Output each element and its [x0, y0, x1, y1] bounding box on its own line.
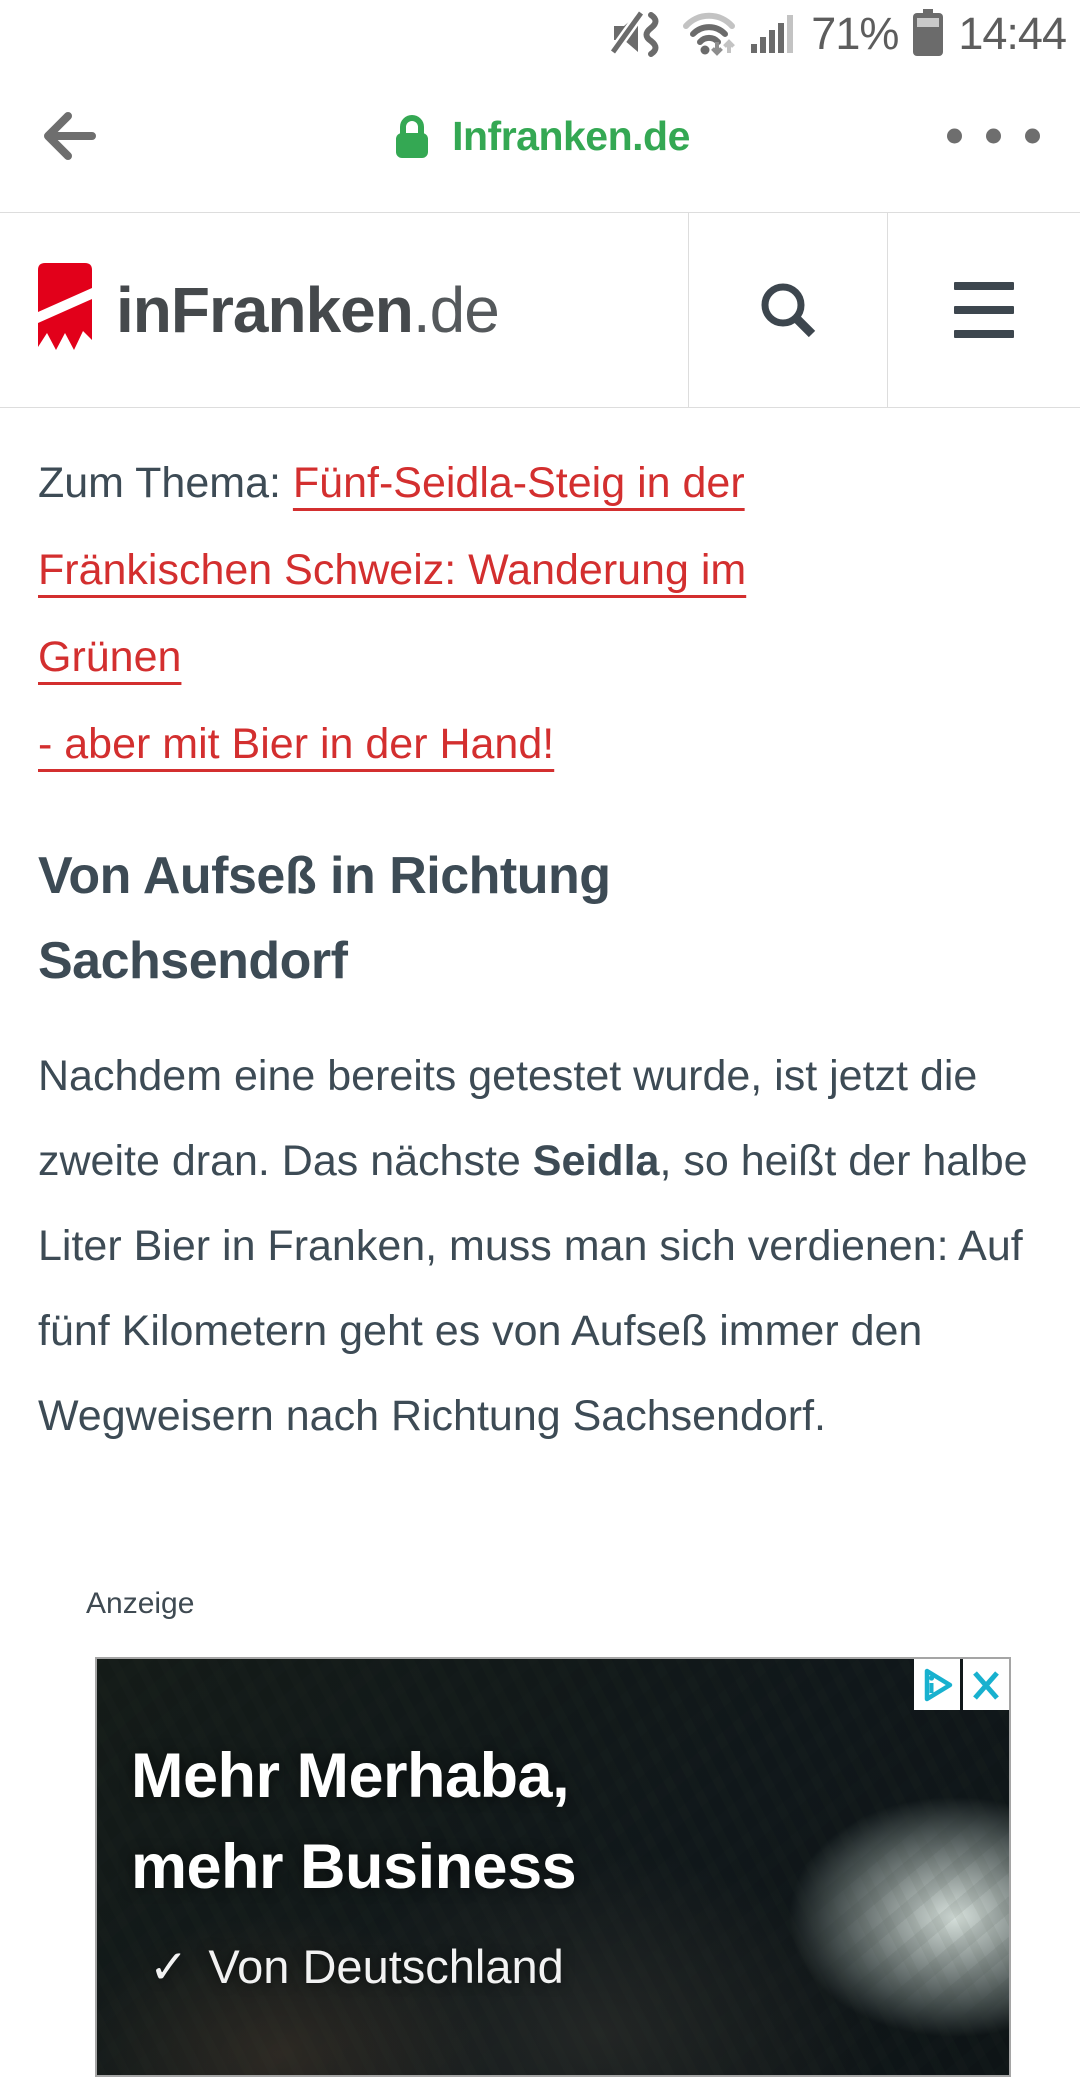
menu-dot [1025, 129, 1040, 144]
menu-dot [986, 129, 1001, 144]
ad-bullet-text: Von Deutschland [208, 1940, 564, 1993]
secure-lock-icon [390, 112, 434, 160]
ad-bullet [149, 1939, 1009, 1995]
ad-headline-line1: Mehr Merhaba, [131, 1741, 570, 1811]
paragraph-bold-term: Seidla [532, 1137, 660, 1185]
checkmark-icon: ✓ [149, 1940, 189, 1993]
adchoices-button[interactable] [914, 1659, 960, 1710]
article-paragraph [38, 1034, 1042, 1459]
page-url: Infranken.de [452, 112, 690, 159]
ad-headline-line2: mehr Business [131, 1832, 577, 1902]
search-icon [755, 277, 821, 343]
status-bar [0, 0, 1080, 60]
brand-name: inFranken [116, 274, 413, 346]
browser-menu-icon[interactable] [947, 119, 1040, 154]
wifi-icon [681, 9, 737, 57]
infranken-logo-mark-icon [38, 263, 92, 357]
related-topic-block [38, 440, 898, 788]
brand-tld: .de [412, 274, 499, 346]
search-button[interactable] [689, 213, 887, 407]
hamburger-menu-button[interactable] [888, 213, 1080, 407]
topic-label: Zum Thema: [38, 459, 293, 507]
paragraph-text: Nachdem eine bereits getestet wurde, ist jetzt die zweite dran. Das nächste [38, 1052, 978, 1185]
link-line: - aber mit Bier in der Hand! [38, 720, 555, 768]
link-line: Fünf-Seidla-Steig in der [292, 459, 745, 507]
advertisement-banner[interactable] [95, 1657, 1011, 2077]
battery-percent: 71% [811, 7, 899, 59]
browser-address-bar [0, 60, 1080, 212]
site-header [0, 212, 1080, 408]
article-content [0, 440, 1080, 1621]
adchoices-icon [918, 1664, 956, 1706]
ad-label: Anzeige [86, 1587, 195, 1620]
url-field[interactable] [0, 112, 1080, 160]
hamburger-icon [954, 282, 1014, 338]
ad-controls [914, 1659, 1009, 1710]
site-title [116, 273, 499, 347]
mute-vibrate-icon [611, 10, 667, 56]
site-logo[interactable] [0, 213, 688, 407]
ad-close-button[interactable] [963, 1659, 1009, 1710]
section-heading: Von Aufseß in Richtung Sachsendorf [38, 847, 611, 990]
clock: 14:44 [958, 7, 1066, 59]
signal-strength-icon [751, 12, 797, 54]
close-icon [968, 1665, 1004, 1705]
ad-headline [131, 1731, 1009, 1913]
paragraph-text: , so heißt der halbe Liter Bier in Franken, muss man sich verdienen: Auf fünf Kilometern geht es von Aufseß immer den Wegweisern nach Richtung Sachsendorf. [38, 1137, 1028, 1440]
battery-icon [912, 9, 944, 57]
link-line: Fränkischen Schweiz: Wanderung im Grünen [38, 546, 747, 681]
menu-dot [947, 129, 962, 144]
related-article-link[interactable] [38, 459, 898, 788]
